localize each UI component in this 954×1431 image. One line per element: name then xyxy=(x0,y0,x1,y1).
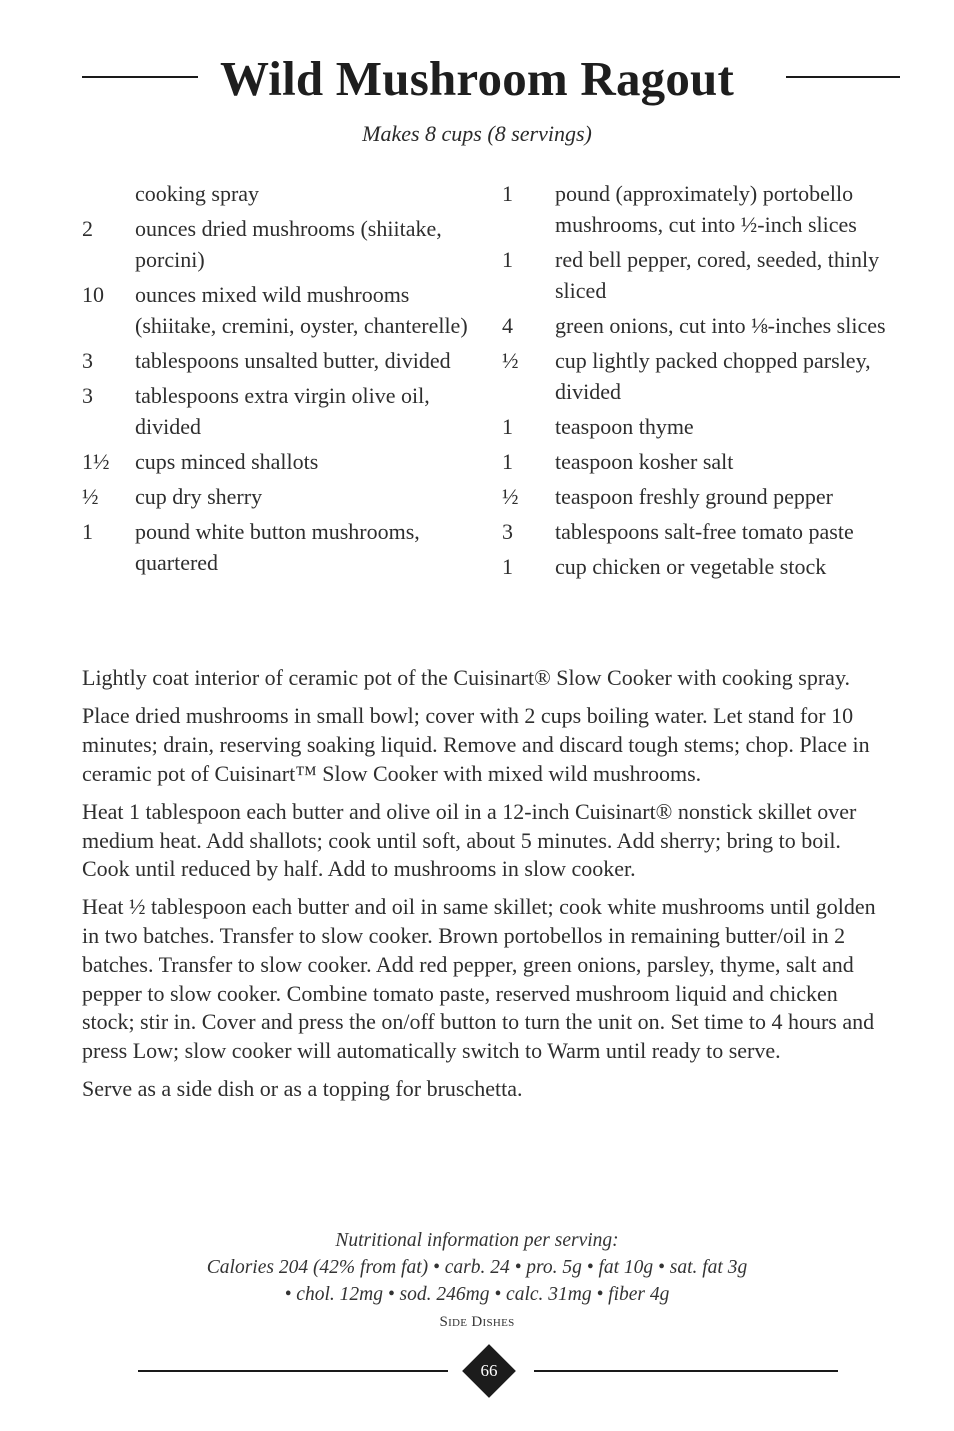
ingredient-row xyxy=(502,178,902,240)
ingredient-desc: teaspoon freshly ground pepper xyxy=(555,484,833,509)
ingredient-row xyxy=(502,411,902,442)
ingredient-row xyxy=(502,551,902,582)
ingredient-qty xyxy=(82,178,135,209)
recipe-yield: Makes 8 cups (8 servings) xyxy=(362,121,592,146)
ingredient-qty: 1 xyxy=(502,449,513,474)
ingredient-qty: 1 xyxy=(502,414,513,439)
ingredient-row xyxy=(502,446,902,477)
ingredient-row xyxy=(502,516,902,547)
ingredient-row xyxy=(82,446,482,477)
footer-rule-left xyxy=(138,1370,448,1372)
ingredient-qty: 10 xyxy=(82,282,104,307)
ingredient-desc: ounces mixed wild mushrooms (shiitake, cremini, oyster, chanterelle) xyxy=(135,282,468,338)
ingredient-qty: 3 xyxy=(82,383,93,408)
ingredient-row xyxy=(502,481,902,512)
ingredient-row xyxy=(82,213,482,275)
ingredient-qty: 1 xyxy=(502,554,513,579)
instruction-paragraph: Place dried mushrooms in small bowl; cover with 2 cups boiling water. Let stand for 10 minutes; drain, reserving soaking liquid. Remove and discard tough stems; chop. Place in ceramic pot of Cuisinart™ Slow Cooker with mixed wild mushrooms. xyxy=(82,703,870,786)
nutrition-info xyxy=(0,1227,954,1308)
recipe-title: Wild Mushroom Ragout xyxy=(219,51,735,106)
ingredient-row xyxy=(502,345,902,407)
page-number-badge xyxy=(462,1344,516,1398)
ingredient-desc: cup lightly packed chopped parsley, divided xyxy=(555,348,871,404)
nutrition-line: Calories 204 (42% from fat) • carb. 24 • pro. 5g • fat 10g • sat. fat 3g xyxy=(206,1257,748,1278)
ingredient-row xyxy=(82,279,482,341)
ingredient-qty: 3 xyxy=(502,519,513,544)
ingredient-row xyxy=(82,516,482,578)
ingredient-desc: cooking spray xyxy=(135,181,260,206)
ingredient-row xyxy=(82,178,482,209)
ingredient-desc: pound white button mushrooms, quartered xyxy=(135,519,420,575)
ingredient-qty: 3 xyxy=(82,348,93,373)
ingredient-qty: 1½ xyxy=(82,449,110,474)
ingredient-desc: tablespoons unsalted butter, divided xyxy=(135,348,451,373)
ingredient-qty: ½ xyxy=(82,484,99,509)
ingredient-desc: ounces dried mushrooms (shiitake, porcini) xyxy=(135,216,442,272)
ingredient-qty: 1 xyxy=(82,519,93,544)
ingredient-row xyxy=(502,244,902,306)
ingredients-right-column xyxy=(502,178,902,586)
instructions xyxy=(82,664,894,1113)
ingredient-row xyxy=(502,310,902,341)
ingredient-qty: 1 xyxy=(502,181,513,206)
page-number: 66 xyxy=(480,1361,498,1380)
ingredient-row xyxy=(82,345,482,376)
ingredient-desc: tablespoons salt-free tomato paste xyxy=(555,519,854,544)
ingredient-row xyxy=(82,380,482,442)
ingredient-desc: pound (approximately) portobello mushrooms, cut into ½-inch slices xyxy=(555,181,857,237)
ingredient-desc: tablespoons extra virgin olive oil, divided xyxy=(135,383,430,439)
ingredient-qty: 1 xyxy=(502,247,513,272)
ingredient-qty: 2 xyxy=(82,216,93,241)
ingredient-desc: cup chicken or vegetable stock xyxy=(555,554,827,579)
nutrition-line: • chol. 12mg • sod. 246mg • calc. 31mg • fiber 4g xyxy=(284,1284,670,1305)
ingredient-row xyxy=(82,481,482,512)
instruction-paragraph: Heat 1 tablespoon each butter and olive oil in a 12-inch Cuisinart® nonstick skillet over medium heat. Add shallots; cook until soft, about 5 minutes. Add sherry; bring to boil. Cook until reduced by half. Add to mushrooms in slow cooker. xyxy=(82,798,857,882)
ingredient-qty: 4 xyxy=(502,313,513,338)
ingredients-left-column xyxy=(82,178,482,582)
footer-rule-right xyxy=(534,1370,838,1372)
ingredient-desc: red bell pepper, cored, seeded, thinly sliced xyxy=(555,247,880,303)
ingredient-desc: teaspoon kosher salt xyxy=(555,449,734,474)
ingredient-qty: ½ xyxy=(502,348,519,373)
instruction-paragraph: Heat ½ tablespoon each butter and oil in same skillet; cook white mushrooms until golden in two batches. Transfer to slow cooker. Brown portobellos in remaining butter/oil in 2 batches. Transfer to slow cooker. Add red pepper, green onions, parsley, thyme, salt and pepper to slow cooker. Combine tomato paste, reserved mushroom liquid and chicken stock; stir in. Cover and press the on/off button to turn the unit on. Set time to 4 hours and press Low; slow cooker will automatically switch to Warm until ready to serve. xyxy=(82,894,876,1063)
ingredient-qty: ½ xyxy=(502,484,519,509)
section-label: Side Dishes xyxy=(439,1314,515,1330)
instruction-paragraph: Serve as a side dish or as a topping for bruschetta. xyxy=(82,1076,523,1102)
instruction-paragraph: Lightly coat interior of ceramic pot of the Cuisinart® Slow Cooker with cooking spray. xyxy=(82,665,851,690)
ingredient-desc: cup dry sherry xyxy=(135,484,263,509)
ingredient-desc: teaspoon thyme xyxy=(555,414,694,439)
ingredient-desc: green onions, cut into ⅛-inches slices xyxy=(555,313,886,338)
nutrition-heading: Nutritional information per serving: xyxy=(335,1230,619,1251)
ingredient-desc: cups minced shallots xyxy=(135,449,319,474)
